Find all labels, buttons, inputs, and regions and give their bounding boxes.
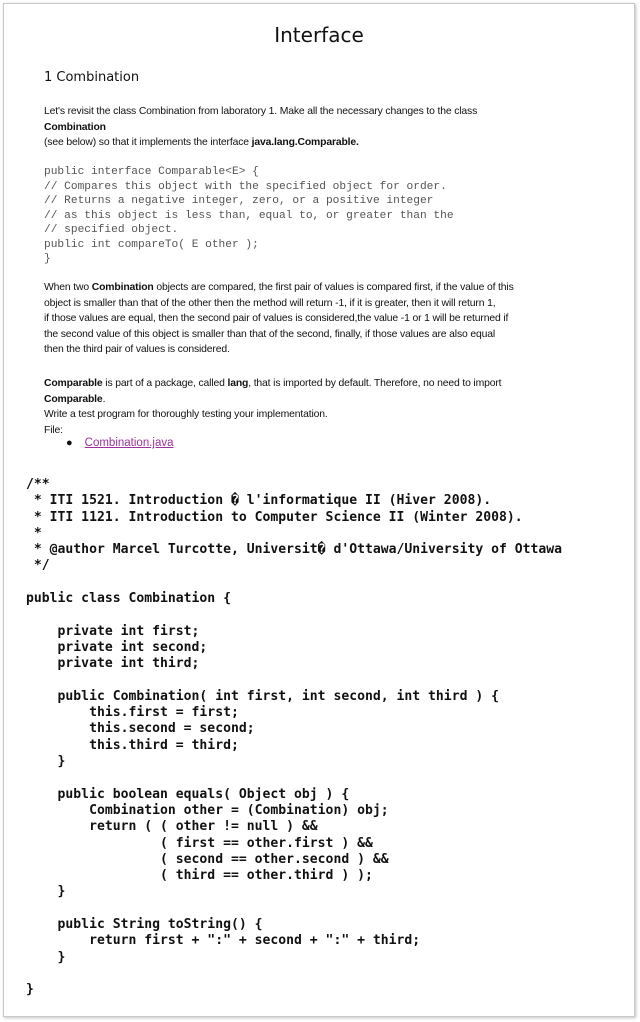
code-line: // Compares this object with the specified object for order. [44,180,447,193]
file-list-item [66,437,174,449]
code-line: private int second; [26,639,208,655]
code-line: public interface Comparable<E> { [44,166,259,178]
prose-text: objects are compared, the first pair of values is compared first, if the value of this [153,282,514,293]
code-line: } [26,949,66,965]
code-line: this.first = first; [26,705,239,721]
prose-text: When two [44,282,92,293]
section-heading: 1 Combination [44,70,140,85]
interface-name: java.lang.Comparable. [251,137,359,148]
prose-line: Write a test program for thoroughly testing your implementation. [44,409,328,420]
combination-java-link[interactable]: Combination.java [84,437,174,449]
prose-text: . [102,393,106,405]
package-name: lang [227,378,249,389]
code-line: // Returns a negative integer, zero, or a positive integer [44,195,434,207]
code-line: public boolean equals( Object obj ) { [26,786,350,802]
code-line: public int compareTo( E other ); [44,238,259,251]
code-line: Combination other = (Combination) obj; [26,802,389,818]
code-line: public String toString() { [26,917,263,933]
package-paragraph [44,376,604,438]
prose-line: object is smaller than that of the other then the method will return -1, if it is greater, then it will return 1, [44,297,496,309]
code-line: return ( ( other != null ) && [26,819,318,835]
prose-line: the second value of this object is smaller than that of the second, finally, if those values are also equal [44,328,496,340]
code-line: ( first == other.first ) && [26,835,373,851]
code-line: /** [26,477,50,492]
intro-class-name: Combination [44,121,106,133]
code-line: return first + ":" + second + ":" + third; [26,933,421,949]
code-line: private int first; [26,623,200,639]
code-line: } [26,754,66,770]
prose-line: then the third pair of values is considered. [44,344,230,355]
prose-text: , that is imported by default. Therefore, no need to import [248,378,502,389]
bullet-icon: ● [66,437,73,449]
code-line: } [44,253,51,265]
code-line: this.third = third; [26,737,239,753]
intro-line: (see below) so that it implements the interface [44,137,252,148]
code-line: * [26,525,42,541]
code-line: // specified object. [44,224,179,236]
code-line: ( second == other.second ) && [26,851,389,867]
code-line: } [26,884,66,900]
prose-text: is part of a package, called [102,378,228,389]
intro-paragraph [44,104,604,151]
class-name: Comparable [44,393,103,405]
prose-line: if those values are equal, then the second pair of values is considered,the value -1 or 1 will be returned if [44,313,509,324]
document-page [3,3,635,1017]
source-code-block [26,477,562,999]
compare-paragraph [44,280,604,358]
code-line: private int third; [26,656,200,672]
intro-line: Let's revisit the class Combination from laboratory 1. Make all the necessary changes to the class [44,106,478,117]
code-line: public class Combination { [26,591,231,607]
code-line: */ [26,558,50,574]
class-name: Comparable [44,378,103,389]
code-line: } [26,982,34,998]
page-title: Interface [274,23,364,47]
prose-line: File: [44,424,63,436]
code-line: * ITI 1121. Introduction to Computer Science II (Winter 2008). [26,509,523,525]
code-line: public Combination( int first, int second, int third ) { [26,688,499,704]
code-line: // as this object is less than, equal to, or greater than the [44,209,454,222]
code-line: ( third == other.third ) ); [26,868,373,884]
class-name: Combination [91,282,154,293]
code-line: * @author Marcel Turcotte, Universit� d'Ottawa/University of Ottawa [26,542,563,558]
code-line: this.second = second; [26,721,255,737]
code-line: * ITI 1521. Introduction � l'informatique II (Hiver 2008). [26,493,492,509]
interface-code-block [44,165,454,267]
